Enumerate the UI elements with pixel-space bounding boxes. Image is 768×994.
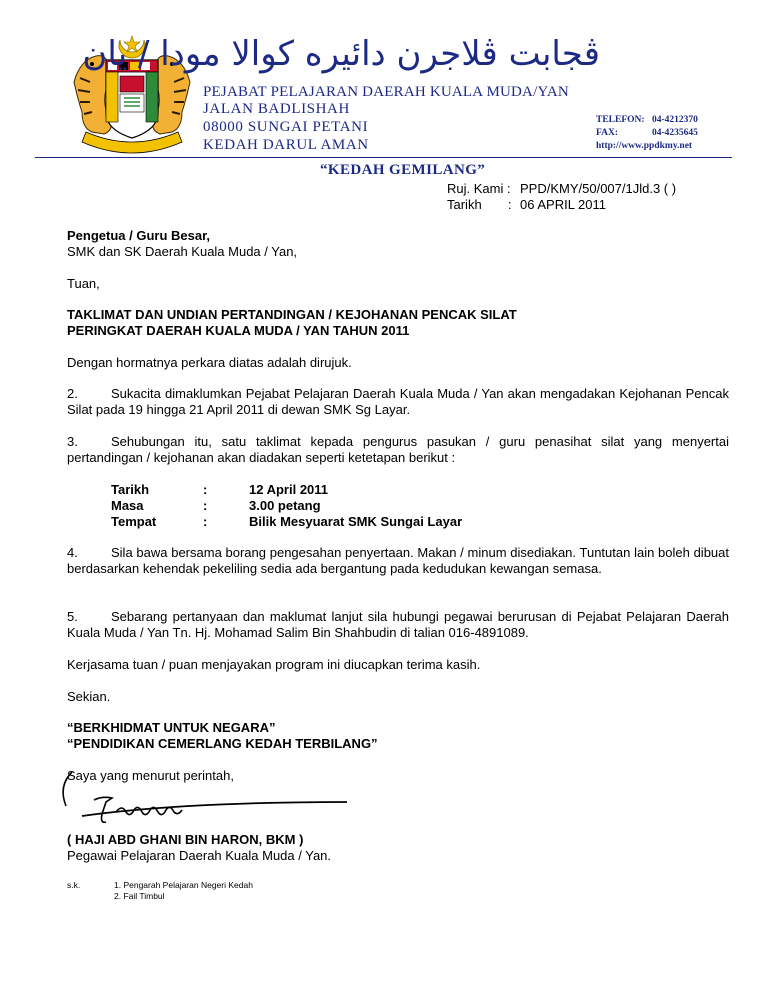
subject-line-2: PERINGKAT DAERAH KUALA MUDA / YAN TAHUN 2011 — [67, 323, 410, 338]
address-line-1: JALAN BADLISHAH — [203, 101, 350, 117]
telefon-value: 04-4212370 — [652, 115, 698, 125]
motto: “KEDAH GEMILANG” — [320, 162, 486, 178]
paragraph-4-text: Sila bawa bersama borang pengesahan penyertaan. Makan / minum disediakan. Tuntutan lain boleh dibuat berdasarkan kehendak pekeliling sedia ada bergantung pada kedudukan kewangan semasa. — [67, 545, 729, 576]
paragraph-2-text: Sukacita dimaklumkan Pejabat Pelajaran Daerah Kuala Muda / Yan akan mengadakan Kejohanan Pencak Silat pada 19 hingga 21 April 2011 di dewan SMK Sg Layar. — [67, 386, 729, 417]
office-name: PEJABAT PELAJARAN DAERAH KUALA MUDA/YAN — [203, 84, 569, 100]
fax-label: FAX: — [596, 128, 618, 138]
detail-label: Tempat — [111, 514, 157, 529]
closing-word: Sekian. — [67, 689, 111, 704]
fax-value: 04-4235645 — [652, 128, 698, 138]
subject-line-1: TAKLIMAT DAN UNDIAN PERTANDINGAN / KEJOHANAN PENCAK SILAT — [67, 307, 517, 322]
tarikh-row — [447, 197, 737, 213]
detail-label: Masa — [111, 498, 144, 513]
paragraph-2-number: 2. — [67, 386, 78, 401]
detail-sep: : — [203, 482, 208, 497]
copies-label: s.k. — [67, 880, 81, 890]
paragraph-2 — [67, 386, 729, 418]
contact-block — [596, 114, 736, 153]
letterhead-divider — [35, 157, 732, 158]
paragraph-4-number: 4. — [67, 545, 78, 560]
detail-label: Tarikh — [111, 482, 150, 497]
detail-value: Bilik Mesyuarat SMK Sungai Layar — [249, 514, 463, 529]
telefon-row — [596, 114, 736, 127]
website-link[interactable]: http://www.ppdkmy.net — [596, 141, 693, 151]
detail-value: 12 April 2011 — [249, 482, 329, 497]
slogan-2: “PENDIDIKAN CEMERLANG KEDAH TERBILANG” — [67, 736, 378, 751]
fax-row — [596, 127, 736, 140]
paragraph-4 — [67, 545, 729, 577]
telefon-label: TELEFON: — [596, 115, 645, 125]
detail-sep: : — [203, 514, 208, 529]
ruj-row — [447, 181, 737, 197]
address-line-2: 08000 SUNGAI PETANI — [203, 119, 369, 135]
detail-sep: : — [203, 498, 208, 513]
copies-item-2: 2. Fail Timbul — [114, 891, 165, 901]
paragraph-5-number: 5. — [67, 609, 78, 624]
paragraph-3-text: Sehubungan itu, satu taklimat kepada pengurus pasukan / guru penasihat silat yang menyertai pertandingan / kejohanan akan diadakan seperti ketetapan berikut : — [67, 434, 729, 465]
slogan-1: “BERKHIDMAT UNTUK NEGARA” — [67, 720, 276, 735]
paragraph-3 — [67, 434, 729, 466]
ruj-label: Ruj. Kami : — [447, 181, 511, 196]
tarikh-label: Tarikh — [447, 197, 482, 212]
signature-preface: Saya yang menurut perintah, — [67, 768, 234, 783]
thanks-paragraph: Kerjasama tuan / puan menjayakan program ini diucapkan terima kasih. — [67, 657, 481, 672]
tarikh-value: 06 APRIL 2011 — [520, 197, 607, 212]
jawi-title: ڤجابت ڤلاجرن دائيره كوالا مودا / يان — [82, 34, 600, 74]
recipient-line: SMK dan SK Daerah Kuala Muda / Yan, — [67, 244, 298, 259]
paragraph-5-text: Sebarang pertanyaan dan maklumat lanjut sila hubungi pegawai berurusan di Pejabat Pelajaran Daerah Kuala Muda / Yan Tn. Hj. Mohamad Salim Bin Shahbudin di talian 016-4891089. — [67, 609, 729, 640]
intro-paragraph: Dengan hormatnya perkara diatas adalah dirujuk. — [67, 355, 352, 370]
salutation: Tuan, — [67, 276, 100, 291]
paragraph-5 — [67, 609, 729, 641]
copies-item-1: 1. Pengarah Pelajaran Negeri Kedah — [114, 880, 253, 890]
recipient-title: Pengetua / Guru Besar, — [67, 228, 211, 243]
signatory-name: ( HAJI ABD GHANI BIN HARON, BKM ) — [67, 832, 304, 847]
signatory-position: Pegawai Pelajaran Daerah Kuala Muda / Yan. — [67, 848, 332, 863]
detail-value: 3.00 petang — [249, 498, 321, 513]
tarikh-sep: : — [508, 197, 512, 212]
reference-block — [447, 181, 737, 213]
paragraph-3-number: 3. — [67, 434, 78, 449]
address-line-3: KEDAH DARUL AMAN — [203, 137, 369, 153]
ruj-value: PPD/KMY/50/007/1Jld.3 ( ) — [520, 181, 677, 196]
